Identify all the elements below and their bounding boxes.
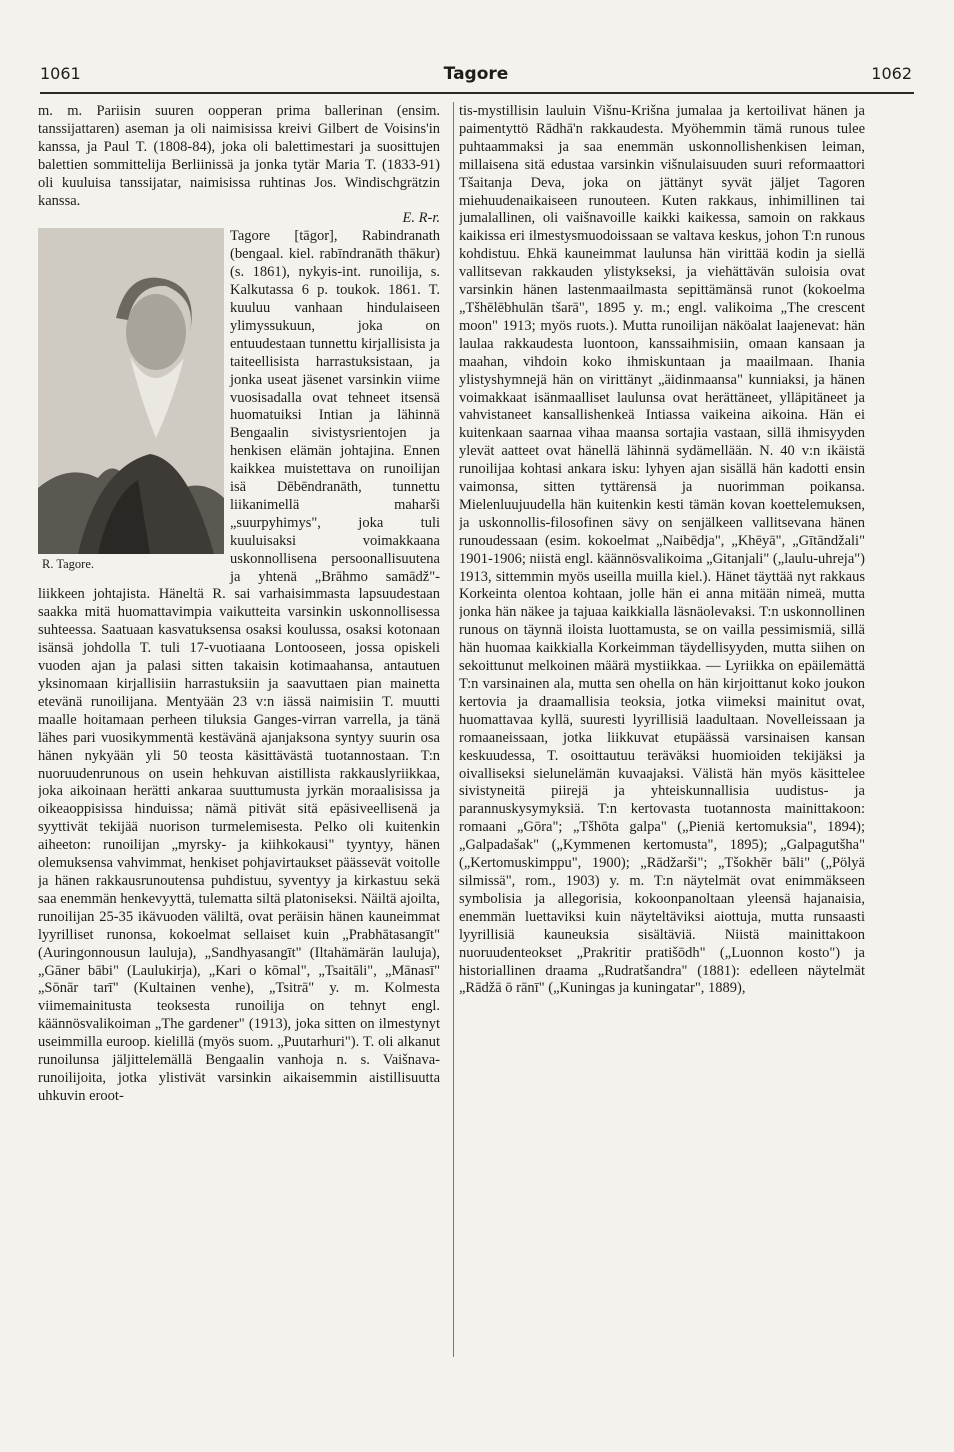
portrait-caption: R. Tagore. [42, 557, 95, 572]
left-page-number: 1061 [40, 64, 81, 83]
column-divider [453, 102, 454, 1357]
article-continuation: m. m. Pariisin suuren oopperan prima ballerinan (ensim. tanssijattaren) aseman ja oli naimisissa kreivi Gilbert de Voisins'in kanssa, ja Paul T. (1808-84), joka oli balettimestari ja suosittujen balettien sommittelija Berliinissä ja jonka tytär Maria T. (1833-91) oli kuuluisa tanssijatar, naimisissa ruhtinas Jos. Windischgrätzin kanssa. [38, 103, 440, 209]
portrait-icon [38, 228, 224, 554]
left-column [38, 103, 440, 1355]
author-signature: E. R-r. [402, 210, 440, 227]
right-page-number: 1062 [871, 64, 912, 83]
running-headword: Tagore [443, 64, 509, 84]
article-tagore-continued: tis-mystillisin lauluin Višnu-Krišna jumalaa ja kertoilivat hänen ja paimentyttö Rādhā'n rakkaudesta. Myöhemmin tämä runous tulee puhtaammaksi ja saa enemmän uskonnollishenkisen leiman, millaisena sitä edustaa varsinkin višnulaisuuden suuri reformaattori Tšaitanja Deva, joka on jättänyt syvät jäljet Tagoren miehuudenaikaiseen runouteen. Kuten rakkaus, inhimillinen tai jumalallinen, oli vaišnavoille kaikki kaikessa, samoin on rakkaus kaikissa eri ilmestysmuodoissaan se valtava keskus, johon T:n runous kohdistuu. Ehkä kauneimmat laulunsa hän virittää kodin ja siellä vallitsevan rakkauden ylistykseksi, ja viehättävän suloisia ovat varsinkin hänen lastenmaailmasta sepittämänsä runot (kokoelma „Tšhēlēbhulān tšarā", 1895 y. m.; engl. valikoima „The crescent moon" 1913; myös ruots.). Mutta runoilijan näköalat laajenevat: hän laulaa rakkaudesta luontoon, kanssaihmisiin, omaan kansaan ja maahan, vihdoin koko ihmiskuntaan ja maailmaan. Ihania ylistyshymnejä hän on virittänyt „äidinmaansa" kunniaksi, ja hänen voimakkaat isänmaalliset laulunsa ovat herättäneet, ylläpitäneet ja vahvistaneet kansallishenkeä Intiassa vaikeina aikoina. Hän ei kuitenkaan saarnaa vihaa maansa sortajia vastaan, sillä ihmisyyden ylevät aatteet ovat hänellä lähinnä sydämellään. N. 40 v:n ikäistä runoilijaa kohtasi ankara isku: lyhyen ajan sisällä hän kadotti ensin vaimonsa, sitten tyttärensä ja nuorimman poikansa. Mielenluujuudella hän kuitenkin kesti tämän kovan koettelemuksen, ja uskonnollis-filosofinen sävy on senjälkeen vallitsevana hänen runoudessaan (esim. kokoelmat „Naibēdja", „Khēyā", „Gītāndžali" 1901-1906; niistä engl. käännösvalikoima „Gitanjali" („laulu-uhreja") 1913, sittemmin myös useilla muilla kiel.). Hänet täyttää nyt rakkaus Korkeinta olentoa kohtaan, jolle hän ei anna mitään nimeä, mutta jonka hän näkee ja tajuaa kaikkialla läsnäolevaksi. T:n uskonnollinen runous on täynnä iloista luottamusta, se on vailla pessimismiä, sillä hän huomaa kaikkialla Korkeimman täydellisyyden, mutta siihen on sekoittunut melkoinen määrä mystiikkaa. — Lyriikka on epäilemättä T:n varsinainen ala, mutta sen ohella on hän kirjoittanut koko joukon kertovia ja draamallisia teoksia, jotka viimeksi mainitut ovat, huomattavaa kyllä, suuresti lyyrillisiä laadultaan. Novelleissaan ja romaaneissaan, jotka liikkuvat etupäässä varsinaisen kansan keskuudessa, T. osoittautuu teräväksi huomioiden tekijäksi ja oivalliseksi sielunelämän kuvaajaksi. Välistä hän myös käsittelee sivistyneitä piirejä ja yhteiskunnallisia uudistus- ja parannuskysymyksiä. T:n kertovasta tuotannosta mainittakoon: romaani „Gōra"; „Tšhōta galpa" („Pieniä kertomuksia", 1894); „Galpadašak" („Kymmenen kertomusta", 1895); „Galpagutšha" („Kertomuskimppu", 1900); „Rādžarši"; „Tšokhēr bāli" („Pölyä silmissä", rom., 1903) y. m. T:n näytelmät ovat enimmäkseen symbolisia ja allegorisia, kokoonpanoltaan yleensä hajanaisia, enemmän luettaviksi kuin näyteltäviksi aiottuja, mutta runsaasti lyyrillisiä kauneuksia sisältäviä. Niistä mainittakoon nuoruudenteokset „Prakritir pratišōdh" („Luonnon kosto") ja historiallinen draama „Rudratšandra" (1881): edelleen näytelmät „Rādžā ō rānī" („Kuningas ja kuningatar", 1889), [459, 103, 865, 997]
portrait-figure [38, 228, 224, 578]
page-header [40, 64, 912, 86]
right-column [459, 103, 865, 1355]
header-rule [40, 92, 914, 94]
article-tagore: Tagore [tāgor], Rabindranath (bengaal. kiel. rabīndranāth thākur) (s. 1861), nykyis-int. runoilija, s. Kalkutassa 6 p. toukok. 1861. T. kuuluu vanhaan hindulaiseen ylimyssukuun, joka on entuudestaan tunnettu kirjallisista ja taiteellisista harrastuksistaan, ja jonka useat jäsenet varsinkin viime vuosisadalla ovat tehneet itsensä huomatuiksi Intian ja lähinnä Bengaalin sivistysrientojen ja henkisen elämän johtajina. Ennen kaikkea muistettava on runoilijan isä Dēbēndranāth, tunnettu liikanimellä maharši „suurpyhimys", joka tuli kuuluisaksi voimakkaana uskonnollisena persoonallisuutena ja yhtenä „Brāhmo samādž"-liikkeen johtajista. Häneltä R. sai varhaisimmasta lapsuudestaan saakka mitä huomattavimpia vaikutteita varsinkin uskonnollisessa suhteessa. Saatuaan kasvatuksensa osaksi koulussa, osaksi kotonaan isänsä johdolla T. tuli 17-vuotiaana Lontooseen, jossa opiskeli vuoden ajan ja palasi sitten takaisin kotimaahansa, antautuen yksinomaan kirjallisiin harrastuksiin ja saavuttaen pian mainetta etevänä runoilijana. Mentyään 23 v:n iässä naimisiin T. muutti maalle hoitamaan perheen tiluksia Ganges-virran varrella, ja tänä lähes pari vuosikymmentä kestävänä ajanjaksona syntyy suurin osa hänen nykyään yli 50 teosta käsittävästä tuotannostaan. T:n nuoruudenrunous on usein hehkuvan aistillista rakkauslyriikkaa, joka aikoinaan herätti ankaraa suuttumusta jyrkän moraalisissa ja oikeaoppisissa hinduissa; nämä pitivät sitä epäsiveellisenä ja syyttivät tekijää nuorison turmelemisesta. Pelko oli kuitenkin aiheeton: runoilijan „myrsky- ja kiihkokausi" tyyntyy, hänen olemuksensa vahvimmat, henkiset pohjavirtaukset päässevät voitolle ja hänen rakkausrunoutensa puhdistuu, syventyy ja kirkastuu sekä saa enemmän henkevyyttä, tulematta siltä platoniseksi. Näiltä ajoilta, runoilijan 25-35 ikävuoden väliltä, ovat peräisin hänen kauneimmat lyyrilliset runonsa, kokoelmat sellaiset kuin „Prabhātasangīt" (Auringonnousun lauluja), „Sandhyasangīt" (Iltahämärän lauluja), „Gāner bābi" (Laulukirja), „Kari o kōmal", „Tsaitāli", „Mānasī" „Sōnār tarī" (Kultainen venhe), „Tsitrā" y. m. Kolmesta viimemainitusta teoksesta runoilija on tehnyt engl. käännösvalikoiman „The gardener" (1913), joka sitten on ilmestynyt useimmilla euroop. kielillä (myös suom. „Puutarhuri"). T. oli alkanut runoilunsa jäljittelemällä Bengaalin vanhoja n. s. Vaišnava-runoilijoita, jotka ylistivät varsinkin aikaisemmin aistillisuutta uhkuvin eroot- [38, 228, 440, 1104]
